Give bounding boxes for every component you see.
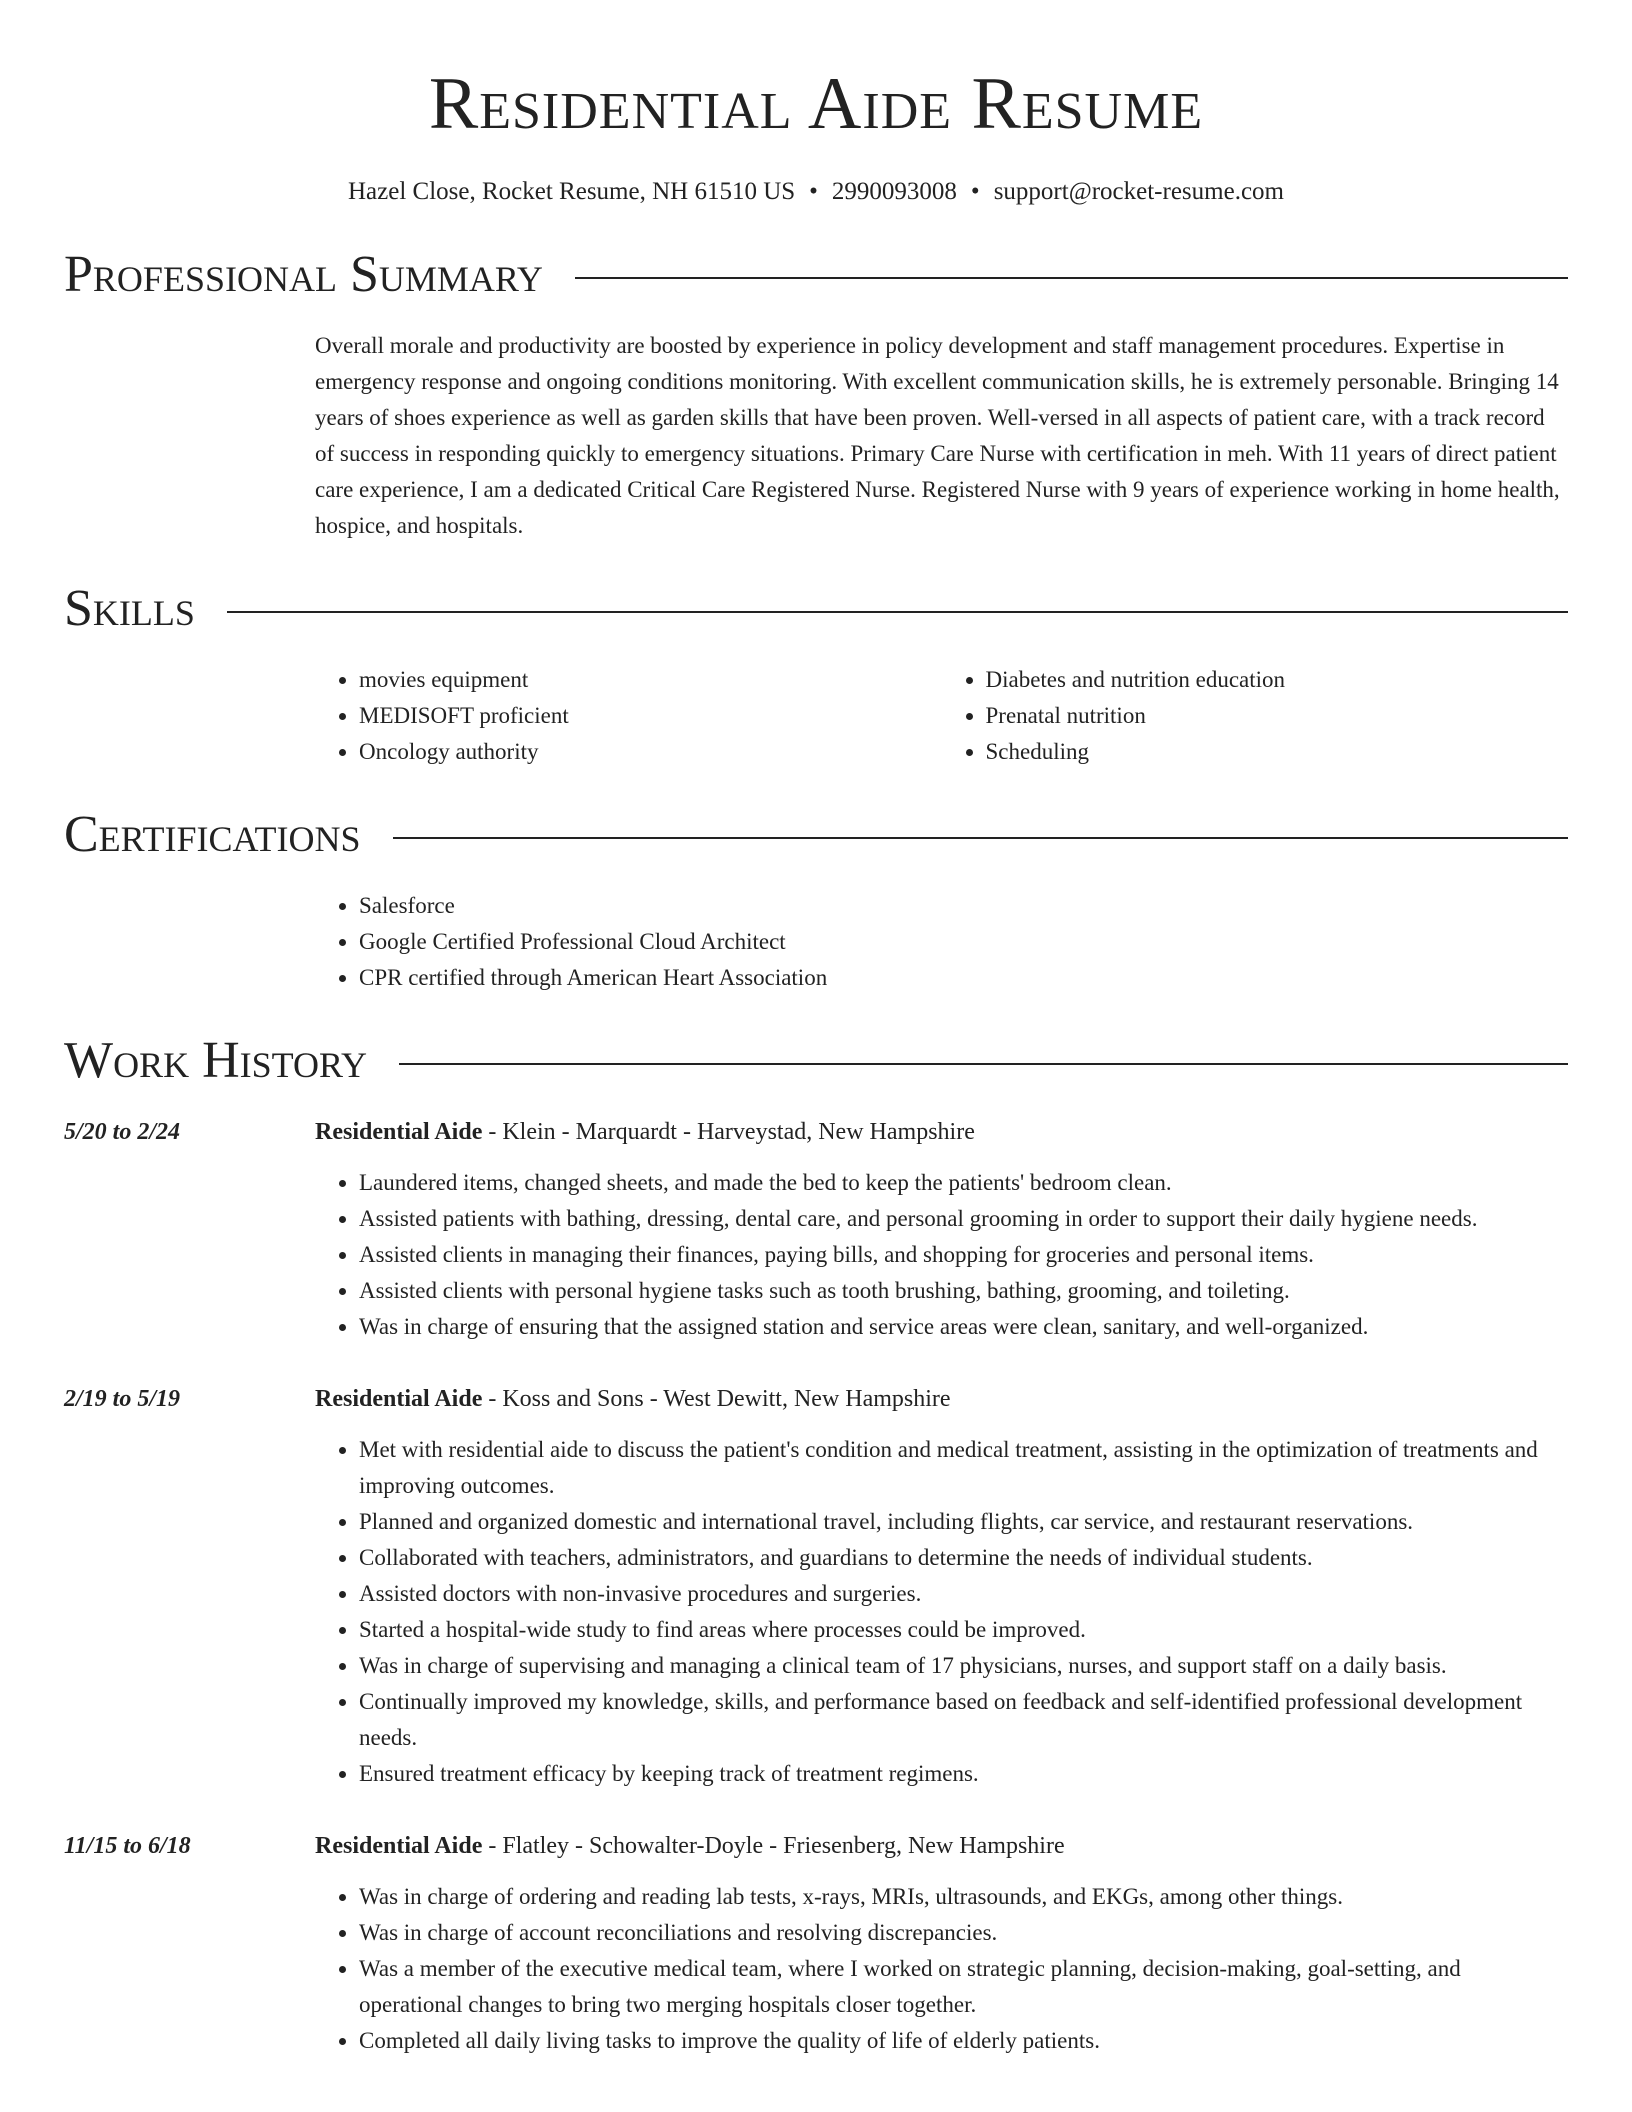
skills-title: Skills	[64, 580, 195, 637]
skill-item: • Scheduling	[986, 734, 1569, 770]
job-bullet: • Was a member of the executive medical team, where I worked on strategic planning, decision-making, goal-setting, and operational changes to bring two merging hospitals closer together.	[359, 1951, 1568, 2023]
work-history-title: Work History	[64, 1032, 368, 1089]
contact-email: support@rocket-resume.com	[993, 178, 1284, 205]
job-bullet: • Ensured treatment efficacy by keeping track of treatment regimens.	[359, 1756, 1568, 1792]
job-bullet: • Was in charge of ordering and reading lab tests, x-rays, MRIs, ultrasounds, and EKGs, among other things.	[359, 1879, 1568, 1915]
job-heading	[315, 1114, 1568, 1150]
job-details: - Flatley - Schowalter-Doyle - Friesenberg, New Hampshire	[482, 1833, 1065, 1859]
job-bullet: • Continually improved my knowledge, skills, and performance based on feedback and self-identified professional development needs.	[359, 1684, 1568, 1756]
certification-item: • CPR certified through American Heart Association	[359, 960, 1568, 996]
job-heading	[315, 1381, 1568, 1417]
certifications-title: Certifications	[64, 806, 361, 863]
section-divider	[399, 1063, 1568, 1065]
skill-item: • MEDISOFT proficient	[359, 698, 942, 734]
job-bullet: • Met with residential aide to discuss the patient's condition and medical treatment, assisting in the optimization of treatments and improving outcomes.	[359, 1432, 1568, 1504]
job-details: - Koss and Sons - West Dewitt, New Hampshire	[482, 1386, 951, 1412]
job-bullets	[315, 1432, 1568, 1792]
job-entry	[64, 1381, 1568, 1792]
skill-item: • Prenatal nutrition	[986, 698, 1569, 734]
summary-title: Professional Summary	[64, 246, 543, 303]
skills-heading	[64, 578, 1568, 640]
skills-grid	[315, 662, 1568, 770]
job-content	[315, 1114, 1568, 1345]
job-bullet: • Was in charge of ensuring that the assigned station and service areas were clean, sanitary, and well-organized.	[359, 1309, 1568, 1345]
certification-item: • Google Certified Professional Cloud Architect	[359, 924, 1568, 960]
job-bullet: • Was in charge of account reconciliations and resolving discrepancies.	[359, 1915, 1568, 1951]
job-bullet: • Collaborated with teachers, administrators, and guardians to determine the needs of individual students.	[359, 1540, 1568, 1576]
job-content	[315, 1381, 1568, 1792]
job-bullet: • Assisted clients with personal hygiene tasks such as tooth brushing, bathing, grooming, and toileting.	[359, 1273, 1568, 1309]
summary-text: Overall morale and productivity are boosted by experience in policy development and staff management procedures. Expertise in emergency response and ongoing conditions monitoring. With excellent communication skills, he is extremely personable. Bringing 14 years of shoes experience as well as garden skills that have been proven. Well-versed in all aspects of patient care, with a track record of success in responding quickly to emergency situations. Primary Care Nurse with certification in meh. With 11 years of direct patient care experience, I am a dedicated Critical Care Registered Nurse. Registered Nurse with 9 years of experience working in home health, hospice, and hospitals.	[315, 333, 1560, 538]
work-history-heading	[64, 1030, 1568, 1092]
section-divider	[227, 611, 1568, 613]
certifications-list	[315, 888, 1568, 996]
skills-list-right	[942, 662, 1569, 770]
contact-separator: •	[970, 178, 980, 205]
job-bullets	[315, 1165, 1568, 1345]
contact-phone: 2990093008	[831, 178, 957, 205]
skill-item: • movies equipment	[359, 662, 942, 698]
section-divider	[575, 277, 1568, 279]
certifications-heading	[64, 804, 1568, 866]
summary-heading	[64, 244, 1568, 306]
job-bullet: • Assisted doctors with non-invasive procedures and surgeries.	[359, 1576, 1568, 1612]
job-title: Residential Aide	[315, 1119, 483, 1145]
certification-item: • Salesforce	[359, 888, 1568, 924]
job-details: - Klein - Marquardt - Harveystad, New Hampshire	[482, 1119, 975, 1145]
contact-separator: •	[809, 178, 818, 205]
job-bullets	[315, 1879, 1568, 2059]
job-bullet: • Planned and organized domestic and international travel, including flights, car service, and restaurant reservations.	[359, 1504, 1568, 1540]
skill-item: • Oncology authority	[359, 734, 942, 770]
certifications-section	[315, 888, 1568, 996]
contact-line	[64, 174, 1568, 210]
job-heading	[315, 1828, 1568, 1864]
job-dates: 5/20 to 2/24	[64, 1119, 181, 1145]
skills-list-left	[315, 662, 942, 770]
job-dates: 2/19 to 5/19	[64, 1386, 181, 1412]
job-entry	[64, 1114, 1568, 1345]
job-bullet: • Completed all daily living tasks to improve the quality of life of elderly patients.	[359, 2023, 1568, 2059]
job-entry	[64, 1828, 1568, 2059]
job-content	[315, 1828, 1568, 2059]
job-bullet: • Assisted clients in managing their finances, paying bills, and shopping for groceries and personal items.	[359, 1237, 1568, 1273]
skills-section	[315, 662, 1568, 770]
contact-address: Hazel Close, Rocket Resume, NH 61510 US	[348, 178, 796, 205]
section-divider	[393, 837, 1568, 839]
job-bullet: • Assisted patients with bathing, dressing, dental care, and personal grooming in order to support their daily hygiene needs.	[359, 1201, 1568, 1237]
job-bullet: • Was in charge of supervising and managing a clinical team of 17 physicians, nurses, and support staff on a daily basis.	[359, 1648, 1568, 1684]
skill-item: • Diabetes and nutrition education	[986, 662, 1569, 698]
job-bullet: • Started a hospital-wide study to find areas where processes could be improved.	[359, 1612, 1568, 1648]
summary-section	[315, 328, 1568, 544]
job-dates: 11/15 to 6/18	[64, 1833, 191, 1859]
job-title: Residential Aide	[315, 1833, 483, 1859]
resume-title: Residential Aide Resume	[428, 63, 1204, 145]
job-title: Residential Aide	[315, 1386, 483, 1412]
job-bullet: • Laundered items, changed sheets, and made the bed to keep the patients' bedroom clean.	[359, 1165, 1568, 1201]
